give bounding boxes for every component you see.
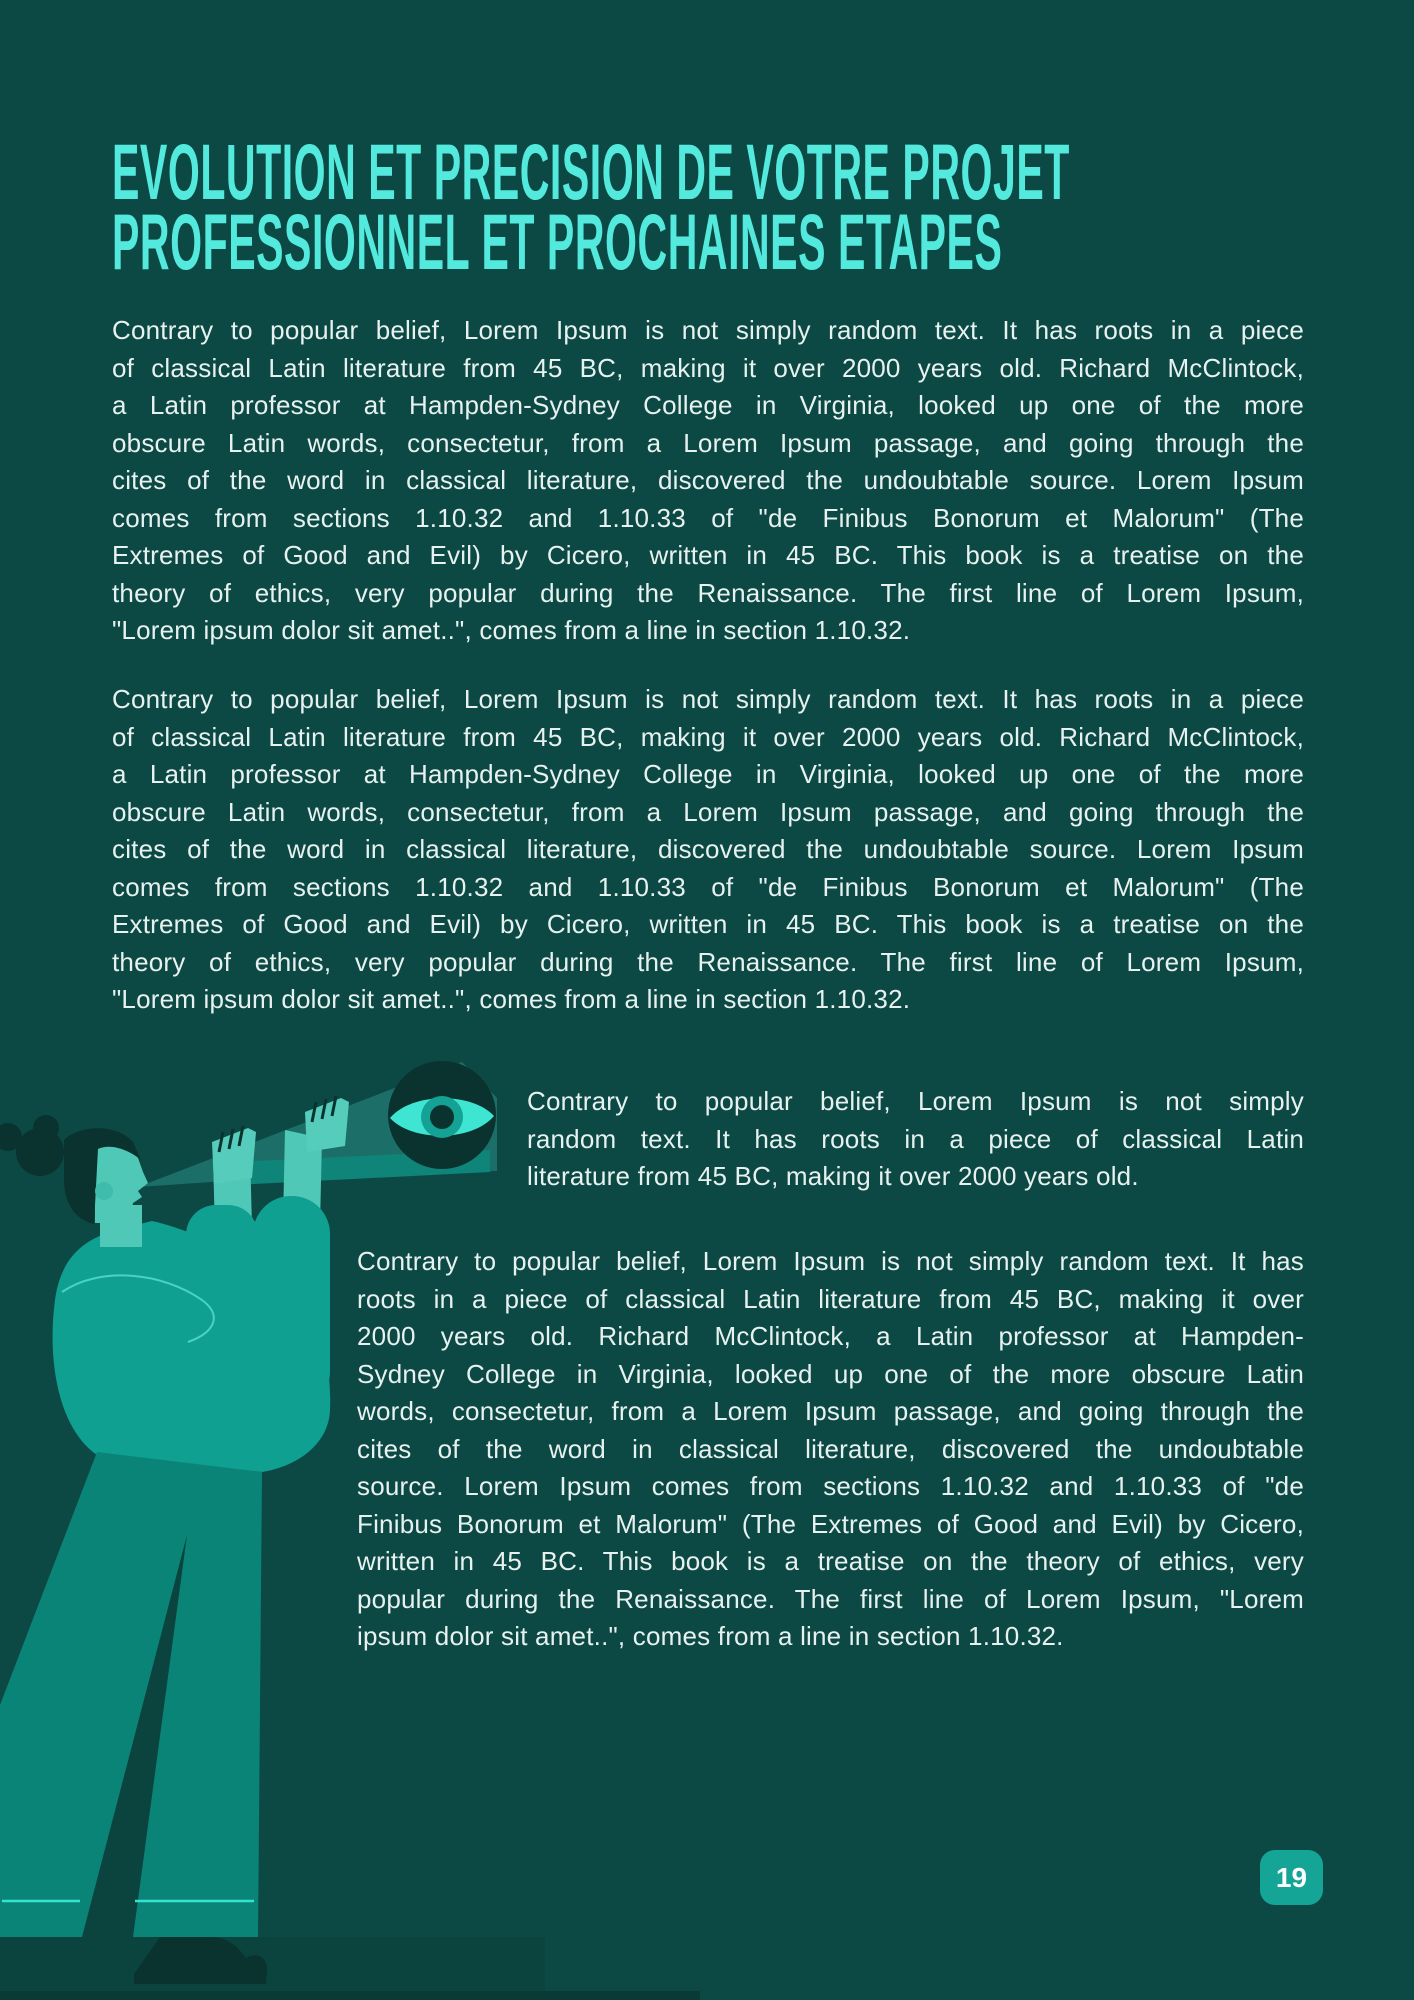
hair-puff-top	[33, 1115, 59, 1141]
paragraph-line: literature from 45 BC, making it over 2000 years old.	[527, 1161, 1139, 1191]
paragraph-line: of classical Latin literature from 45 BC, making it over 2000 years old. Richard McClintock,	[112, 721, 1304, 752]
paragraph-line: cites of the word in classical literature, discovered the undoubtable source. Lorem Ipsum	[112, 465, 1304, 495]
page-title-line-2: PROFESSIONNEL ET PROCHAINES ETAPES	[112, 197, 1003, 286]
paragraph-line: Extremes of Good and Evil) by Cicero, written in 45 BC. This book is a treatise on the	[112, 540, 1304, 570]
paragraph-line: comes from sections 1.10.32 and 1.10.33 of "de Finibus Bonorum et Malorum" (The	[112, 502, 1304, 533]
paragraph-line: theory of ethics, very popular during the Renaissance. The first line of Lorem Ipsum,	[112, 577, 1304, 608]
paragraph-line: source. Lorem Ipsum comes from sections 1.10.32 and 1.10.33 of "de	[357, 1471, 1304, 1501]
paragraph-line: cites of the word in classical literature, discovered the undoubtable	[357, 1433, 1304, 1464]
paragraph-line: obscure Latin words, consectetur, from a Lorem Ipsum passage, and going through the	[112, 796, 1304, 827]
paragraph-line: ipsum dolor sit amet..", comes from a line in section 1.10.32.	[357, 1621, 1064, 1651]
arm-front-sleeve	[186, 1205, 258, 1287]
page-title-line-1: EVOLUTION ET PRECISION DE VOTRE PROJET	[112, 127, 1070, 216]
ear	[95, 1182, 113, 1200]
paragraph-line: 2000 years old. Richard McClintock, a Latin professor at Hampden-	[357, 1321, 1304, 1351]
paragraph-line: written in 45 BC. This book is a treatise on the theory of ethics, very	[357, 1546, 1304, 1576]
paragraph-line: Extremes of Good and Evil) by Cicero, written in 45 BC. This book is a treatise on the	[112, 909, 1304, 939]
paragraph-line: a Latin professor at Hampden-Sydney College in Virginia, looked up one of the more	[112, 759, 1304, 789]
paragraph-line: Finibus Bonorum et Malorum" (The Extremes of Good and Evil) by Cicero,	[357, 1508, 1304, 1539]
ground-shadow	[0, 1937, 545, 2000]
eye-pupil	[430, 1105, 454, 1129]
page-number-badge: 19	[1260, 1850, 1323, 1905]
paragraph-line: random text. It has roots in a piece of classical Latin	[527, 1123, 1304, 1154]
paragraph-1	[112, 312, 1304, 650]
floor-strip	[0, 1991, 700, 2000]
paragraph-line: Sydney College in Virginia, looked up one of the more obscure Latin	[357, 1358, 1304, 1389]
paragraph-line: of classical Latin literature from 45 BC, making it over 2000 years old. Richard McClintock,	[112, 352, 1304, 383]
hand-far	[305, 1098, 349, 1152]
paragraph-line: comes from sections 1.10.32 and 1.10.33 of "de Finibus Bonorum et Malorum" (The	[112, 871, 1304, 902]
paragraph-line: roots in a piece of classical Latin literature from 45 BC, making it over	[357, 1283, 1304, 1314]
paragraph-line: cites of the word in classical literature, discovered the undoubtable source. Lorem Ipsum	[112, 834, 1304, 864]
paragraph-line: a Latin professor at Hampden-Sydney College in Virginia, looked up one of the more	[112, 390, 1304, 420]
paragraph-line: words, consectetur, from a Lorem Ipsum passage, and going through the	[357, 1396, 1304, 1426]
paragraph-line: obscure Latin words, consectetur, from a Lorem Ipsum passage, and going through the	[112, 427, 1304, 458]
paragraph-line: Contrary to popular belief, Lorem Ipsum is not simply random text. It has	[357, 1246, 1304, 1276]
paragraph-line: popular during the Renaissance. The first line of Lorem Ipsum, "Lorem	[357, 1583, 1304, 1614]
paragraph-line: "Lorem ipsum dolor sit amet..", comes from a line in section 1.10.32.	[112, 984, 911, 1014]
paragraph-2	[112, 681, 1304, 1019]
paragraph-line: Contrary to popular belief, Lorem Ipsum is not simply	[527, 1086, 1304, 1116]
paragraph-line: "Lorem ipsum dolor sit amet..", comes from a line in section 1.10.32.	[112, 615, 911, 645]
telescope-eye-illustration	[0, 1050, 770, 2000]
paragraph-line: theory of ethics, very popular during the Renaissance. The first line of Lorem Ipsum,	[112, 946, 1304, 977]
paragraph-line: Contrary to popular belief, Lorem Ipsum is not simply random text. It has roots in a piece	[112, 315, 1304, 345]
paragraph-line: Contrary to popular belief, Lorem Ipsum is not simply random text. It has roots in a piece	[112, 684, 1304, 714]
hand-near	[212, 1128, 256, 1184]
